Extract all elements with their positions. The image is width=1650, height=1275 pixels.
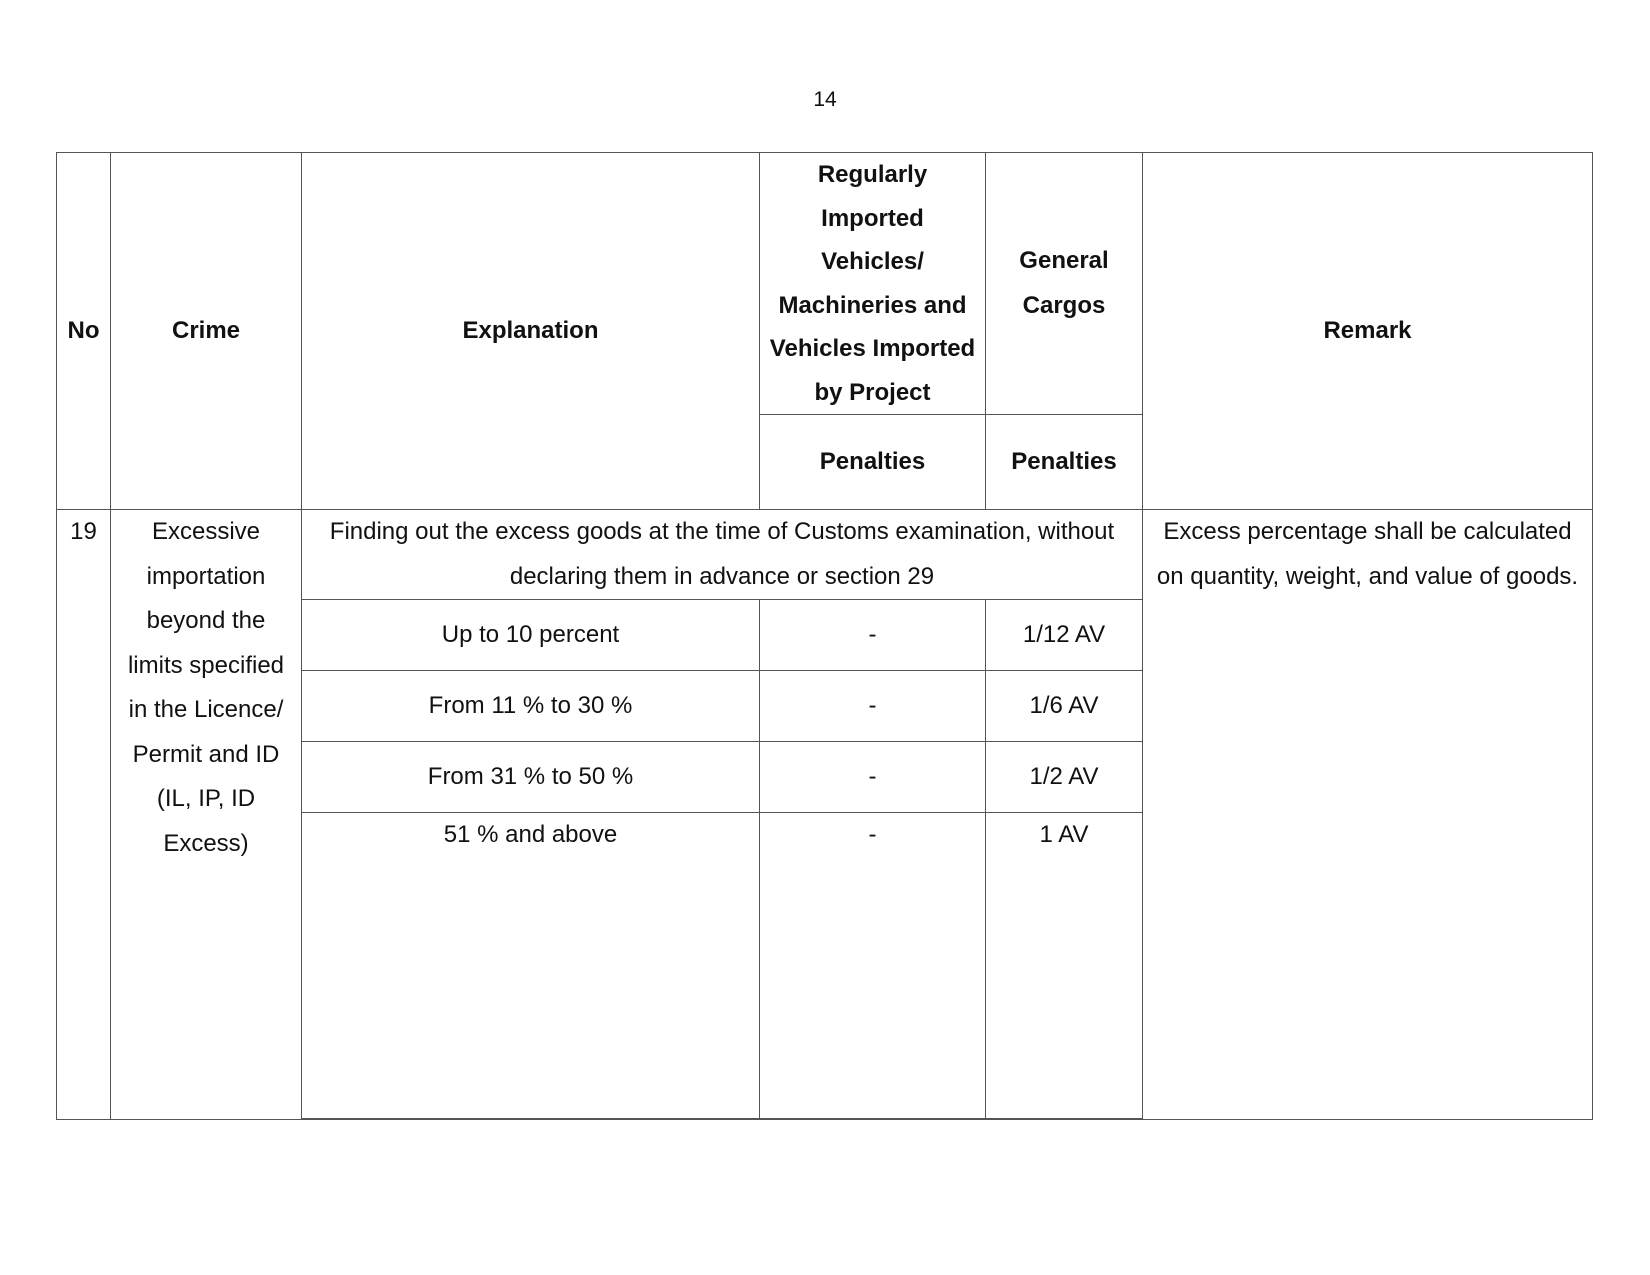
range-cell: Up to 10 percent <box>302 600 760 671</box>
regular-penalty-cell: - <box>760 671 986 742</box>
general-penalty-cell: 1 AV <box>986 813 1143 1119</box>
header-penalties-general: Penalties <box>986 415 1143 510</box>
header-regular-imports: Regularly Imported Vehicles/ Machineries and Vehicles Imported by Project <box>760 153 986 415</box>
entry-crime: Excessive importation beyond the limits specified in the Licence/ Permit and ID (IL, IP, ID Excess) <box>111 510 302 1120</box>
header-no: No <box>57 153 111 510</box>
header-row <box>57 153 1593 415</box>
general-penalty-cell: 1/6 AV <box>986 671 1143 742</box>
regular-penalty-cell: - <box>760 600 986 671</box>
regular-penalty-cell: - <box>760 813 986 1119</box>
range-cell: From 31 % to 50 % <box>302 742 760 813</box>
range-cell: 51 % and above <box>302 813 760 1119</box>
regular-penalty-cell: - <box>760 742 986 813</box>
page-number: 14 <box>813 88 837 111</box>
entry-remark: Excess percentage shall be calculated on quantity, weight, and value of goods. <box>1143 510 1593 1120</box>
header-penalties-regular: Penalties <box>760 415 986 510</box>
entry-no: 19 <box>57 510 111 1120</box>
general-penalty-cell: 1/12 AV <box>986 600 1143 671</box>
header-general-cargos: General Cargos <box>986 153 1143 415</box>
range-cell: From 11 % to 30 % <box>302 671 760 742</box>
header-crime: Crime <box>111 153 302 510</box>
table-row <box>57 510 1593 600</box>
penalty-table <box>56 152 1593 1120</box>
general-penalty-cell: 1/2 AV <box>986 742 1143 813</box>
entry-explanation: Finding out the excess goods at the time of Customs examination, without declaring them in advance or section 29 <box>302 510 1143 600</box>
header-explanation: Explanation <box>302 153 760 510</box>
header-remark: Remark <box>1143 153 1593 510</box>
